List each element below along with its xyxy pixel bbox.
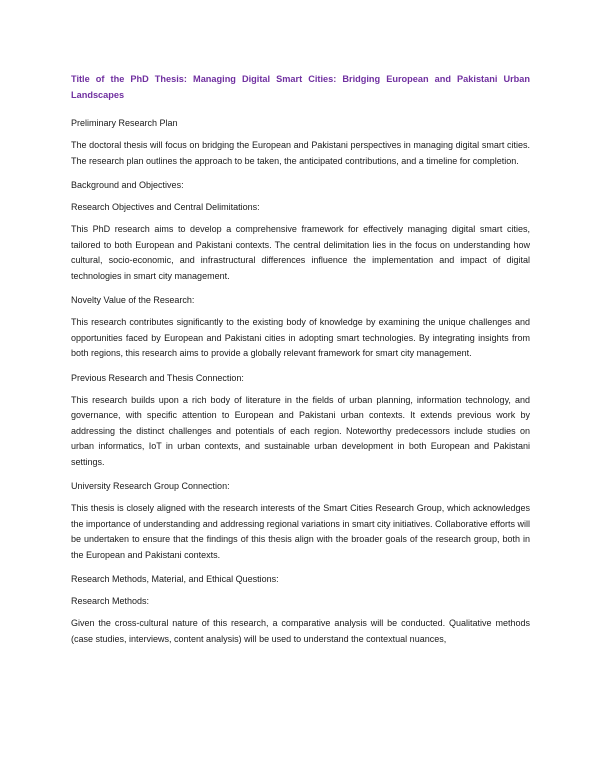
heading-research-methods: Research Methods: xyxy=(71,596,150,606)
heading-research-methods-material-ethics: Research Methods, Material, and Ethical Questions: xyxy=(71,574,279,584)
heading-previous-research: Previous Research and Thesis Connection: xyxy=(71,372,244,383)
paragraph-previous-research: This research builds upon a rich body of literature in the fields of urban planning, information technology, and governance, with specific attention to European and Pakistani urban contexts. It extends previous work by addressing the distinct challenges and potentials of each region. Noteworthy predecessors include studies on urban informatics, IoT in urban contexts, and sustainable urban development in both European and Pakistani settings. xyxy=(71,394,530,467)
paragraph-novelty-value: This research contributes significantly to the existing body of knowledge by examining the unique challenges and opportunities faced by European and Pakistani cities in adopting smart technologies. By integrating insights from both regions, this research aims to provide a globally relevant framework for smart city management. xyxy=(71,317,530,358)
heading-novelty-value: Novelty Value of the Research: xyxy=(71,295,195,305)
paragraph-university-research-group: This thesis is closely aligned with the research interests of the Smart Cities Research Group, which acknowledges the importance of understanding and addressing regional variations in smart city initiatives. Collaborative efforts will be undertaken to ensure that the findings of this thesis align with the broader goals of the research group, both in the European and Pakistani contexts. xyxy=(71,503,530,560)
heading-research-objectives: Research Objectives and Central Delimitations: xyxy=(71,202,260,212)
paragraph-research-methods: Given the cross-cultural nature of this research, a comparative analysis will be conducted. Qualitative methods (case studies, interviews, content analysis) will be used to understand the contextual nuances, xyxy=(71,618,530,644)
heading-background-objectives: Background and Objectives: xyxy=(71,180,184,190)
thesis-title: Title of the PhD Thesis: Managing Digital Smart Cities: Bridging European and Pakistani Urban Landscapes xyxy=(71,74,530,100)
paragraph-research-objectives: This PhD research aims to develop a comprehensive framework for effectively managing digital smart cities, tailored to both European and Pakistani contexts. The central delimitation lies in the focus on understanding how cultural, socio-economic, and infrastructural differences influence the implementation and impact of digital technologies in smart city management. xyxy=(71,224,530,281)
heading-university-research-group: University Research Group Connection: xyxy=(71,481,230,491)
heading-preliminary-research-plan: Preliminary Research Plan xyxy=(71,118,178,128)
paragraph-introduction: The doctoral thesis will focus on bridging the European and Pakistani perspectives in managing digital smart cities. The research plan outlines the approach to be taken, the anticipated contributions, and a timeline for completion. xyxy=(71,140,530,166)
